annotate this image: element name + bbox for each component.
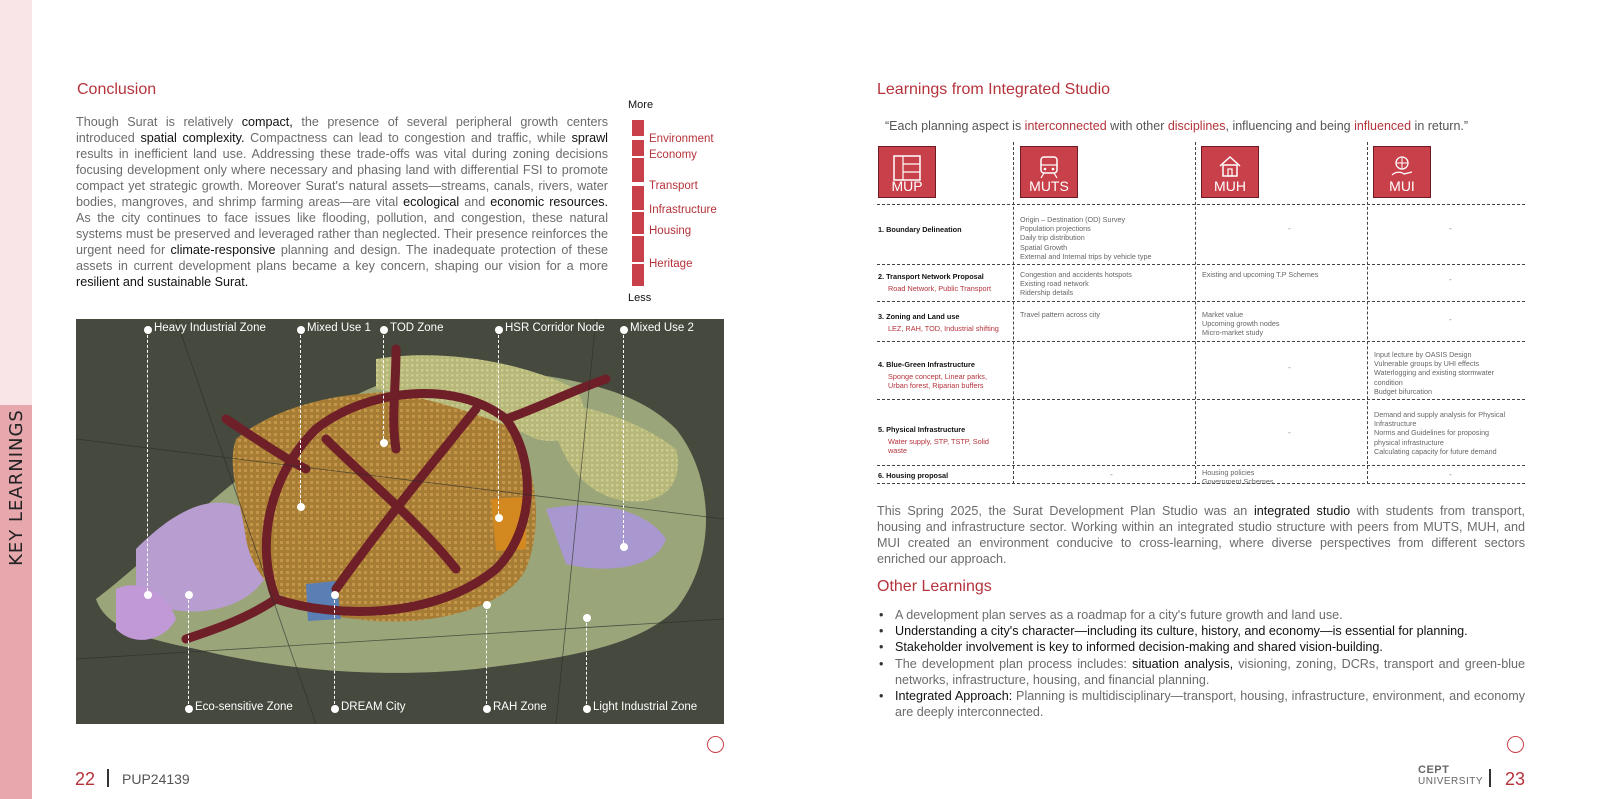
left-footer-divider (107, 769, 109, 787)
other-learnings-list (877, 607, 1525, 720)
table-cell: - (1288, 224, 1291, 233)
table-cell: - (1288, 363, 1291, 372)
scale-bar (632, 120, 644, 136)
zone-bottom-1-target-dot (331, 591, 339, 599)
zone-top-2-label: TOD Zone (390, 322, 444, 334)
zone-bottom-0-label-dot (185, 705, 193, 713)
table-row-label: 2. Transport Network Proposal Road Network, Public Transport (878, 272, 992, 293)
table-cell: - (1449, 275, 1452, 284)
list-item (877, 639, 1525, 655)
text-run: sprawl (571, 131, 608, 145)
zone-bottom-2-leader-line (486, 605, 487, 709)
unit-name: MUP (891, 178, 923, 194)
scale-category: Economy (649, 149, 697, 161)
text-run: climate-responsive (170, 243, 276, 257)
text-run: “Each planning aspect is (885, 119, 1025, 133)
text-run: with students from transport, housing and infrastructure sector. Working within an integrated studio structure with peers from MUTS, MUH, and MUI created an environment conducive to cross-learning, where diverse perspectives from different sectors enriched our approach. (877, 504, 1525, 566)
zone-bottom-1-label: DREAM City (341, 701, 406, 713)
table-row-label: 6. Housing proposal (878, 471, 949, 480)
grid-row-divider (877, 465, 1525, 466)
zoning-map (76, 319, 724, 724)
zone-bottom-1-leader-line (334, 595, 335, 709)
table-cell: Existing and upcoming T.P Schemes (1202, 270, 1319, 279)
text-run: situation analysis, (1132, 656, 1234, 671)
unit-mup (878, 146, 936, 198)
text-run: integrated studio (1253, 504, 1351, 518)
grid-row-divider (877, 301, 1525, 302)
text-run: is key to informed decision-making and shared vision-building. (1032, 640, 1383, 655)
zone-top-1-label: Mixed Use 1 (307, 322, 371, 334)
text-run: with other (1106, 119, 1168, 133)
table-cell: Input lecture by OASIS Design Vulnerable groups by UHI effects Waterlogging and existing stormwater condition Budget bifurcation (1374, 350, 1494, 396)
table-cell: - (1110, 470, 1113, 479)
conclusion-paragraph (76, 114, 608, 290)
zone-top-4-target-dot (620, 543, 628, 551)
text-run: compact, (241, 115, 293, 129)
table-cell: Congestion and accidents hotspots Existing road network Ridership details (1020, 270, 1132, 298)
table-cell: Origin – Destination (OD) Survey Population projections Daily trip distribution Spatial Growth External and Internal trips by vehicle type (1020, 215, 1152, 261)
text-run: Integrated Approach: (895, 689, 1013, 704)
map-image (76, 319, 724, 724)
zone-top-3-label-dot (495, 326, 503, 334)
right-page-marker-circle (1507, 736, 1524, 753)
scale-bar (632, 264, 644, 286)
grid-row-divider (877, 204, 1525, 205)
text-run: Stakeholder involvement (895, 640, 1033, 655)
unit-mui (1373, 146, 1431, 198)
text-run: influenced (1354, 119, 1412, 133)
scale-bar (632, 186, 644, 210)
cept-logo: CEPT UNIVERSITY (1418, 764, 1484, 787)
zone-top-0-label: Heavy Industrial Zone (154, 322, 266, 334)
table-cell: - (1449, 315, 1452, 324)
zone-bottom-2-target-dot (483, 601, 491, 609)
table-cell: Demand and supply analysis for Physical Infrastructure Norms and Guidelines for proposing physical infrastructure Calculating capacity for future demand (1374, 410, 1506, 456)
table-row-label: 5. Physical Infrastructure Water supply, STP, TSTP, Solid waste (878, 425, 989, 455)
table-cell: - (1288, 428, 1291, 437)
page-marker-circle (707, 736, 724, 753)
zone-top-4-leader-line (623, 330, 624, 543)
grid-row-divider (877, 341, 1525, 342)
other-learnings-heading: Other Learnings (877, 578, 992, 595)
list-item (877, 607, 1525, 623)
unit-muts (1020, 146, 1078, 198)
zone-bottom-2-label: RAH Zone (493, 701, 547, 713)
spine-label: KEY LEARNINGS (5, 408, 27, 566)
text-run: in return.” (1411, 119, 1469, 133)
zone-top-1-target-dot (297, 503, 305, 511)
zone-top-0-leader-line (147, 330, 148, 591)
text-run: Though Surat is relatively (76, 115, 242, 129)
list-item (877, 688, 1525, 720)
zone-top-3-leader-line (498, 330, 499, 514)
zone-bottom-0-label: Eco-sensitive Zone (195, 701, 293, 713)
right-footer-divider (1489, 769, 1491, 787)
zone-top-2-target-dot (380, 439, 388, 447)
scale-category: Environment (649, 133, 714, 145)
zone-bottom-3-label-dot (583, 705, 591, 713)
text-run: As the city continues to face issues like flooding, pollution, and congestion, these natural systems must be preserved and leveraged rather than neglected. Their presence reinforces the urgent need for (76, 211, 608, 257)
zone-top-3-label: HSR Corridor Node (505, 322, 605, 334)
list-item (877, 623, 1525, 639)
text-run: visioning, zoning, DCRs, transport and green-blue networks, infrastructure, housing, and financial planning. (895, 656, 1526, 687)
right-page-number: 23 (1505, 769, 1526, 789)
text-run: economic resources. (490, 195, 608, 209)
text-run: Understanding a city's character (895, 624, 1075, 639)
scale-bar (632, 158, 644, 182)
spine-top (0, 0, 32, 405)
zone-bottom-3-leader-line (586, 618, 587, 709)
course-code: PUP24139 (122, 771, 190, 787)
zone-bottom-3-label: Light Industrial Zone (593, 701, 698, 713)
zone-top-2-label-dot (380, 326, 388, 334)
zone-top-1-label-dot (297, 326, 305, 334)
text-run: ecological (403, 195, 460, 209)
scale-category: Transport (649, 180, 698, 192)
text-run: and (459, 195, 491, 209)
table-row-label: 4. Blue-Green Infrastructure Sponge concept, Linear parks, Urban forest, Riparian buffers (878, 360, 987, 390)
zone-top-0-target-dot (144, 591, 152, 599)
list-item (877, 656, 1525, 688)
grid-row-divider (877, 264, 1525, 265)
table-row-label: 3. Zoning and Land use LEZ, RAH, TOD, Industrial shifting (878, 312, 999, 333)
zone-bottom-3-target-dot (583, 614, 591, 622)
unit-muh (1201, 146, 1259, 198)
text-run: The development plan process includes: (895, 656, 1133, 671)
integrated-paragraph (877, 503, 1525, 567)
table-cell: - (1449, 224, 1452, 233)
scale-more-label: More (628, 99, 654, 111)
text-run: resilient and sustainable Surat. (76, 275, 249, 289)
conclusion-heading: Conclusion (77, 81, 157, 98)
zone-bottom-1-label-dot (331, 705, 339, 713)
zone-bottom-0-target-dot (185, 591, 193, 599)
zone-top-2-leader-line (383, 330, 384, 439)
table-cell: Travel pattern across city (1020, 310, 1101, 319)
text-run: the presence of several peripheral growth centers introduced (76, 115, 608, 145)
text-run: spatial complexity. (140, 131, 245, 145)
table-cell: - (1449, 470, 1452, 479)
unit-name: MUI (1389, 178, 1415, 194)
scale-category: Housing (649, 225, 692, 237)
zone-top-0-label-dot (144, 326, 152, 334)
left-page-number: 22 (75, 769, 96, 789)
integrated-quote (885, 119, 1468, 133)
scale-less-label: Less (628, 292, 652, 304)
text-run: Planning is multidisciplinary—transport, housing, infrastructure, environment, and economy are deeply interconnected. (895, 689, 1526, 720)
unit-name: MUTS (1029, 178, 1069, 194)
grid-divider-3 (1367, 142, 1368, 484)
grid-divider-2 (1195, 142, 1196, 484)
text-run: This Spring 2025, the Surat Development Plan Studio was an (877, 504, 1254, 518)
text-run: —including its culture, history, and economy—is essential for planning. (1074, 624, 1468, 639)
table-row-label: 1. Boundary Delineation (878, 225, 962, 234)
zone-top-3-target-dot (495, 514, 503, 522)
grid-row-divider (877, 399, 1525, 400)
table-cell: Housing policies Government Schemes (1202, 468, 1274, 487)
zone-bottom-2-label-dot (483, 705, 491, 713)
scale-category: Heritage (649, 258, 693, 270)
zone-top-1-leader-line (300, 330, 301, 503)
integrated-studio-heading: Learnings from Integrated Studio (877, 81, 1111, 98)
text-run: A development plan serves as a roadmap for a city's future growth and land use. (895, 608, 1343, 622)
scale-bar (632, 212, 644, 234)
unit-name: MUH (1214, 178, 1246, 194)
grid-divider-1 (1013, 142, 1014, 484)
text-run: Compactness can lead to congestion and traffic, while (244, 131, 572, 145)
zone-bottom-0-leader-line (188, 595, 189, 709)
scale-bar (632, 140, 644, 156)
scale-bar (632, 236, 644, 262)
zone-top-4-label: Mixed Use 2 (630, 322, 694, 334)
grid-row-divider (877, 483, 1525, 484)
text-run: , influencing and being (1225, 119, 1355, 133)
zone-top-4-label-dot (620, 326, 628, 334)
text-run: results in inefficient land use. Addressing these trade-offs was vital during zoning decisions focusing development only where necessary and phasing land with differential FSI to promote compact yet strategic growth. Moreover Surat's natural assets—streams, canals, rivers, water bodies, mangroves, and shrimp farming areas—are vital (76, 147, 608, 209)
table-cell: Market value Upcoming growth nodes Micro-market study (1202, 310, 1280, 338)
scale-category: Infrastructure (649, 204, 717, 216)
text-run: disciplines (1167, 119, 1226, 133)
text-run: planning and design. The inadequate protection of these assets in current development plans became a key concern, shaping our vision for a more (76, 243, 609, 273)
text-run: interconnected (1024, 119, 1107, 133)
